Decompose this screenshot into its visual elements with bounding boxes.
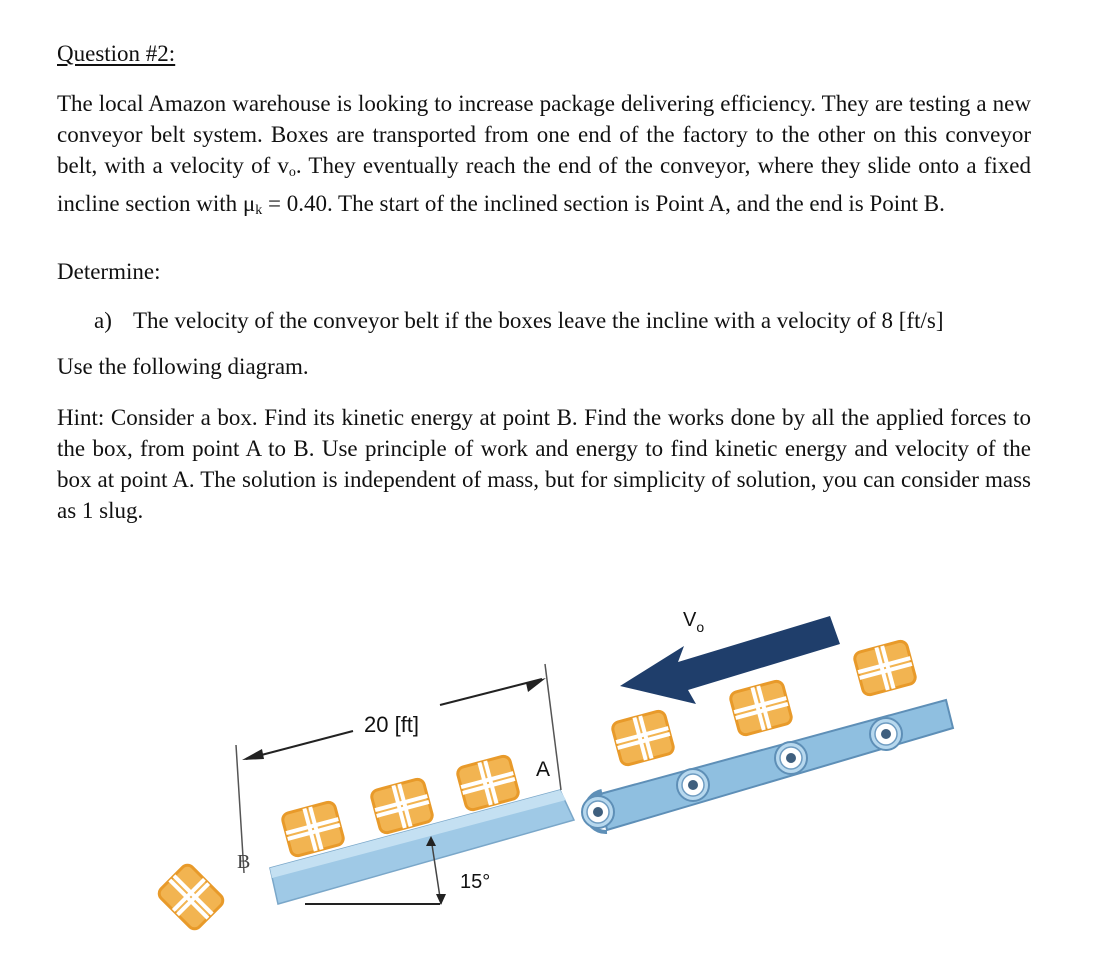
use-diagram-text: Use the following diagram. (57, 354, 309, 379)
velocity-label-v: V (683, 609, 697, 631)
intro-part3: = 0.40. The start of the inclined section is Point A, and the end is Point B. (262, 191, 945, 216)
point-b-label: B (237, 851, 251, 873)
intro-mu-subscript: k (255, 203, 263, 218)
velocity-label (683, 609, 704, 635)
question-heading: Question #2: (57, 41, 176, 66)
part-a-marker: a) (94, 308, 112, 333)
intro-part2: . They eventually reach the end of the conveyor, where they slide onto a fixed incline section with μ (57, 153, 1031, 216)
falling-box (156, 862, 225, 931)
point-a-label: A (536, 758, 551, 781)
part-a-question: The velocity of the conveyor belt if the boxes leave the incline with a velocity of 8 [ft/s] (133, 308, 944, 333)
velocity-arrow (620, 616, 840, 704)
determine-label: Determine: (57, 259, 161, 284)
hint-text: Hint: Consider a box. Find its kinetic energy at point B. Find the works done by all the applied forces to the box, from point A to B. Use principle of work and energy to find kinetic energy and velocity of the box at point A. The solution is independent of mass, but for simplicity of solution, you can consider mass as 1 slug. (57, 405, 1031, 523)
length-label: 20 [ft] (364, 712, 420, 737)
intro-v-subscript: o (288, 165, 296, 180)
angle-label: 15° (460, 871, 491, 893)
intro-part1: The local Amazon warehouse is looking to increase package delivering efficiency. They are testing a new conveyor belt system. Boxes are transported from one end of the factory to the other on this conveyor belt, with a velocity of v (57, 91, 1031, 178)
velocity-label-subscript: o (696, 619, 705, 635)
